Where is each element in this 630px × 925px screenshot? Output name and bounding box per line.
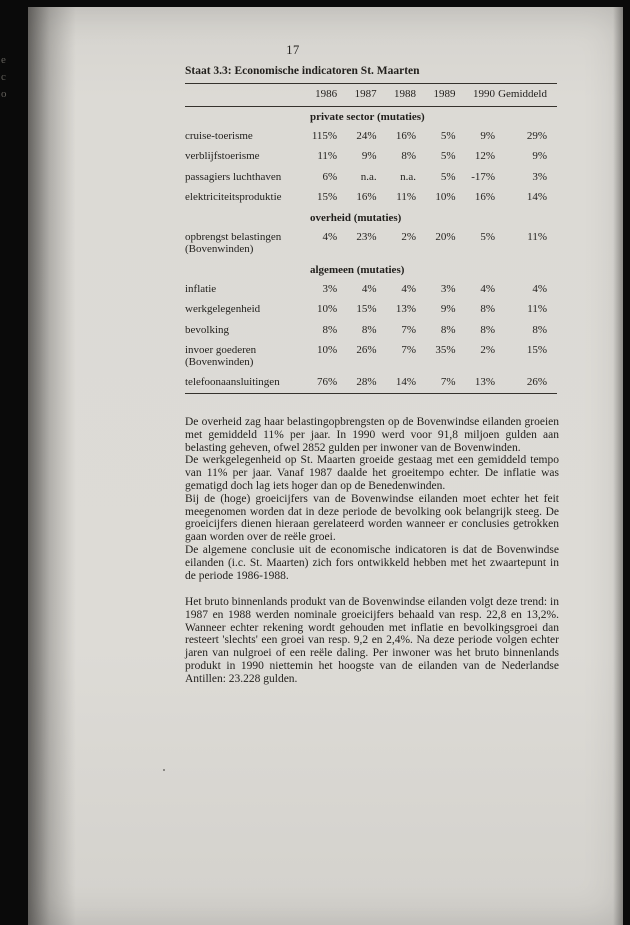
column-header-empty [185,84,301,107]
value-cell: 12% [474,150,496,162]
value-cell: 15% [356,303,377,315]
value-cell: 15% [526,344,547,356]
value-cell: 4% [532,282,547,295]
value-cell: 5% [440,170,456,183]
value-cell: 7% [440,376,456,388]
value-cell: 8% [480,323,496,336]
value-cell: 2% [480,344,496,356]
value-cell: 9% [440,303,456,315]
value-cell: 2% [401,231,417,243]
section-header-row [185,106,557,126]
row-label: opbrengst belastingen (Bovenwinden) [185,231,282,255]
value-cell: 16% [474,191,496,203]
value-cell: 11% [527,231,547,243]
value-cell: 8% [322,323,338,336]
paragraph: De overheid zag haar belastingopbrengsten op de Bovenwindse eilanden groeien met gemiddeld 11% per jaar. In 1990 werd voor 91,8 miljoen gulden aan belasting geheven, ofwel 2852 gulden per inwoner van de Bovenwinden. [185,416,559,454]
table-header-row [185,84,557,107]
section-header: private sector (mutaties) [310,110,425,123]
table-row [185,228,557,260]
column-header: 1986 [315,88,338,100]
body-text-block-1 [185,416,559,582]
table-row [185,126,557,147]
value-cell: 4% [322,231,338,243]
column-header: 1989 [433,88,456,100]
page-number: 17 [286,43,300,57]
paragraph: Het bruto binnenlands produkt van de Bovenwindse eilanden volgt deze trend: in 1987 en 1988 werden nominale groeicijfers behaald van resp. 22,8 en 13,2%. Wanneer echter rekening wordt gehouden met inflatie en bevolkingsgroei dan resteert 'slechts' een groei van resp. 9,2 en 2,4%. Na deze periode volgen echter jaren van nulgroei of een reële daling. Per inwoner was het bruto binnenlands produkt in 1990 niettemin het hoogste van de eilanden van de Nederlandse Antillen: 23.228 gulden. [185,596,559,685]
row-label: bevolking [185,323,229,336]
table-title: Staat 3.3: Economische indicatoren St. Maarten [185,65,420,77]
value-cell: 4% [480,282,496,295]
value-cell: 6% [322,170,338,183]
value-cell: 8% [480,303,496,315]
value-cell: 8% [532,323,547,336]
paragraph: Bij de (hoge) groeicijfers van de Bovenwindse eilanden moet echter het feit meegenomen worden dat in deze periode de bevolking ook belangrijk steeg. De groeicijfers dienen hieraan gerelateerd worden wanneer er conclusies getrokken gaan worden over de reële groei. [185,492,559,544]
column-header: 1987 [354,88,377,100]
row-label: inflatie [185,282,217,295]
value-cell: 115% [311,129,338,142]
row-label: elektriciteitsproduktie [185,191,282,203]
section-header: algemeen (mutaties) [310,263,405,276]
value-cell: 13% [395,303,417,315]
value-cell: 76% [316,376,338,388]
section-header: overheid (mutaties) [310,212,402,224]
value-cell: 8% [440,323,456,336]
value-cell: 3% [440,282,456,295]
value-cell: 8% [361,323,377,336]
indicators-table [185,83,557,394]
value-cell: 4% [401,282,417,295]
value-cell: 10% [316,303,338,315]
value-cell: 35% [435,344,456,356]
section-header-row [185,260,557,280]
value-cell: 10% [316,344,338,356]
value-cell: 3% [322,282,338,295]
table-row [185,373,557,394]
value-cell: 5% [440,129,456,142]
table-row [185,147,557,168]
value-cell: n.a. [360,170,377,183]
row-label: passagiers luchthaven [185,170,282,183]
table-block [185,65,557,394]
value-cell: 26% [356,344,377,356]
table-row [185,167,557,188]
row-label: verblijfstoerisme [185,150,260,162]
page [28,7,623,925]
value-cell: 5% [440,150,456,162]
scan-gutter-marks: e c o [1,54,7,100]
value-cell: -17% [471,170,496,183]
value-cell: 9% [480,129,496,142]
value-cell: 29% [526,129,547,142]
value-cell: 9% [532,150,547,162]
value-cell: 9% [361,150,377,162]
value-cell: 7% [401,323,417,336]
value-cell: 28% [356,376,377,388]
column-header: Gemiddeld [498,88,547,100]
value-cell: 16% [356,191,377,203]
value-cell: 11% [396,191,417,203]
value-cell: 5% [480,231,496,243]
paragraph: De werkgelegenheid op St. Maarten groeide gestaag met een gemiddeld tempo van 11% per jaar. Vanaf 1987 daalde het groeitempo echter. De inflatie was gematigd doch lag iets hoger dan op de Benedenwinden. [185,454,559,492]
right-edge-shadow [613,7,623,925]
row-label: werkgelegenheid [185,303,261,315]
value-cell: 24% [356,129,377,142]
body-text-block-2 [185,596,559,686]
section-header-row [185,208,557,228]
scan-speck [163,769,165,771]
table-row [185,188,557,209]
value-cell: 14% [395,376,417,388]
column-header: 1990 [473,88,496,100]
column-header: 1988 [394,88,417,100]
table-row [185,320,557,341]
value-cell: 16% [395,129,417,142]
gutter-shadow [28,7,76,925]
value-cell: 7% [401,344,417,356]
value-cell: 4% [361,282,377,295]
row-label: telefoonaansluitingen [185,376,280,388]
value-cell: 8% [401,150,417,162]
value-cell: 10% [435,191,456,203]
value-cell: 11% [527,303,547,315]
table-row [185,300,557,321]
paragraph: De algemene conclusie uit de economische indicatoren is dat de Bovenwindse eilanden (i.c. St. Maarten) zich fors ontwikkeld hebben met het zwaartepunt in de periode 1986-1988. [185,543,559,582]
table-row [185,341,557,373]
table-row [185,279,557,300]
value-cell: 20% [435,231,456,243]
value-cell: 23% [356,231,377,243]
value-cell: 15% [316,191,338,203]
value-cell: 3% [532,170,547,183]
row-label: invoer goederen (Bovenwinden) [185,344,257,368]
value-cell: 26% [526,376,547,388]
row-label: cruise-toerisme [185,129,253,142]
value-cell: 14% [526,191,547,203]
value-cell: 11% [317,150,338,162]
value-cell: 13% [474,376,496,388]
value-cell: n.a. [400,170,417,183]
